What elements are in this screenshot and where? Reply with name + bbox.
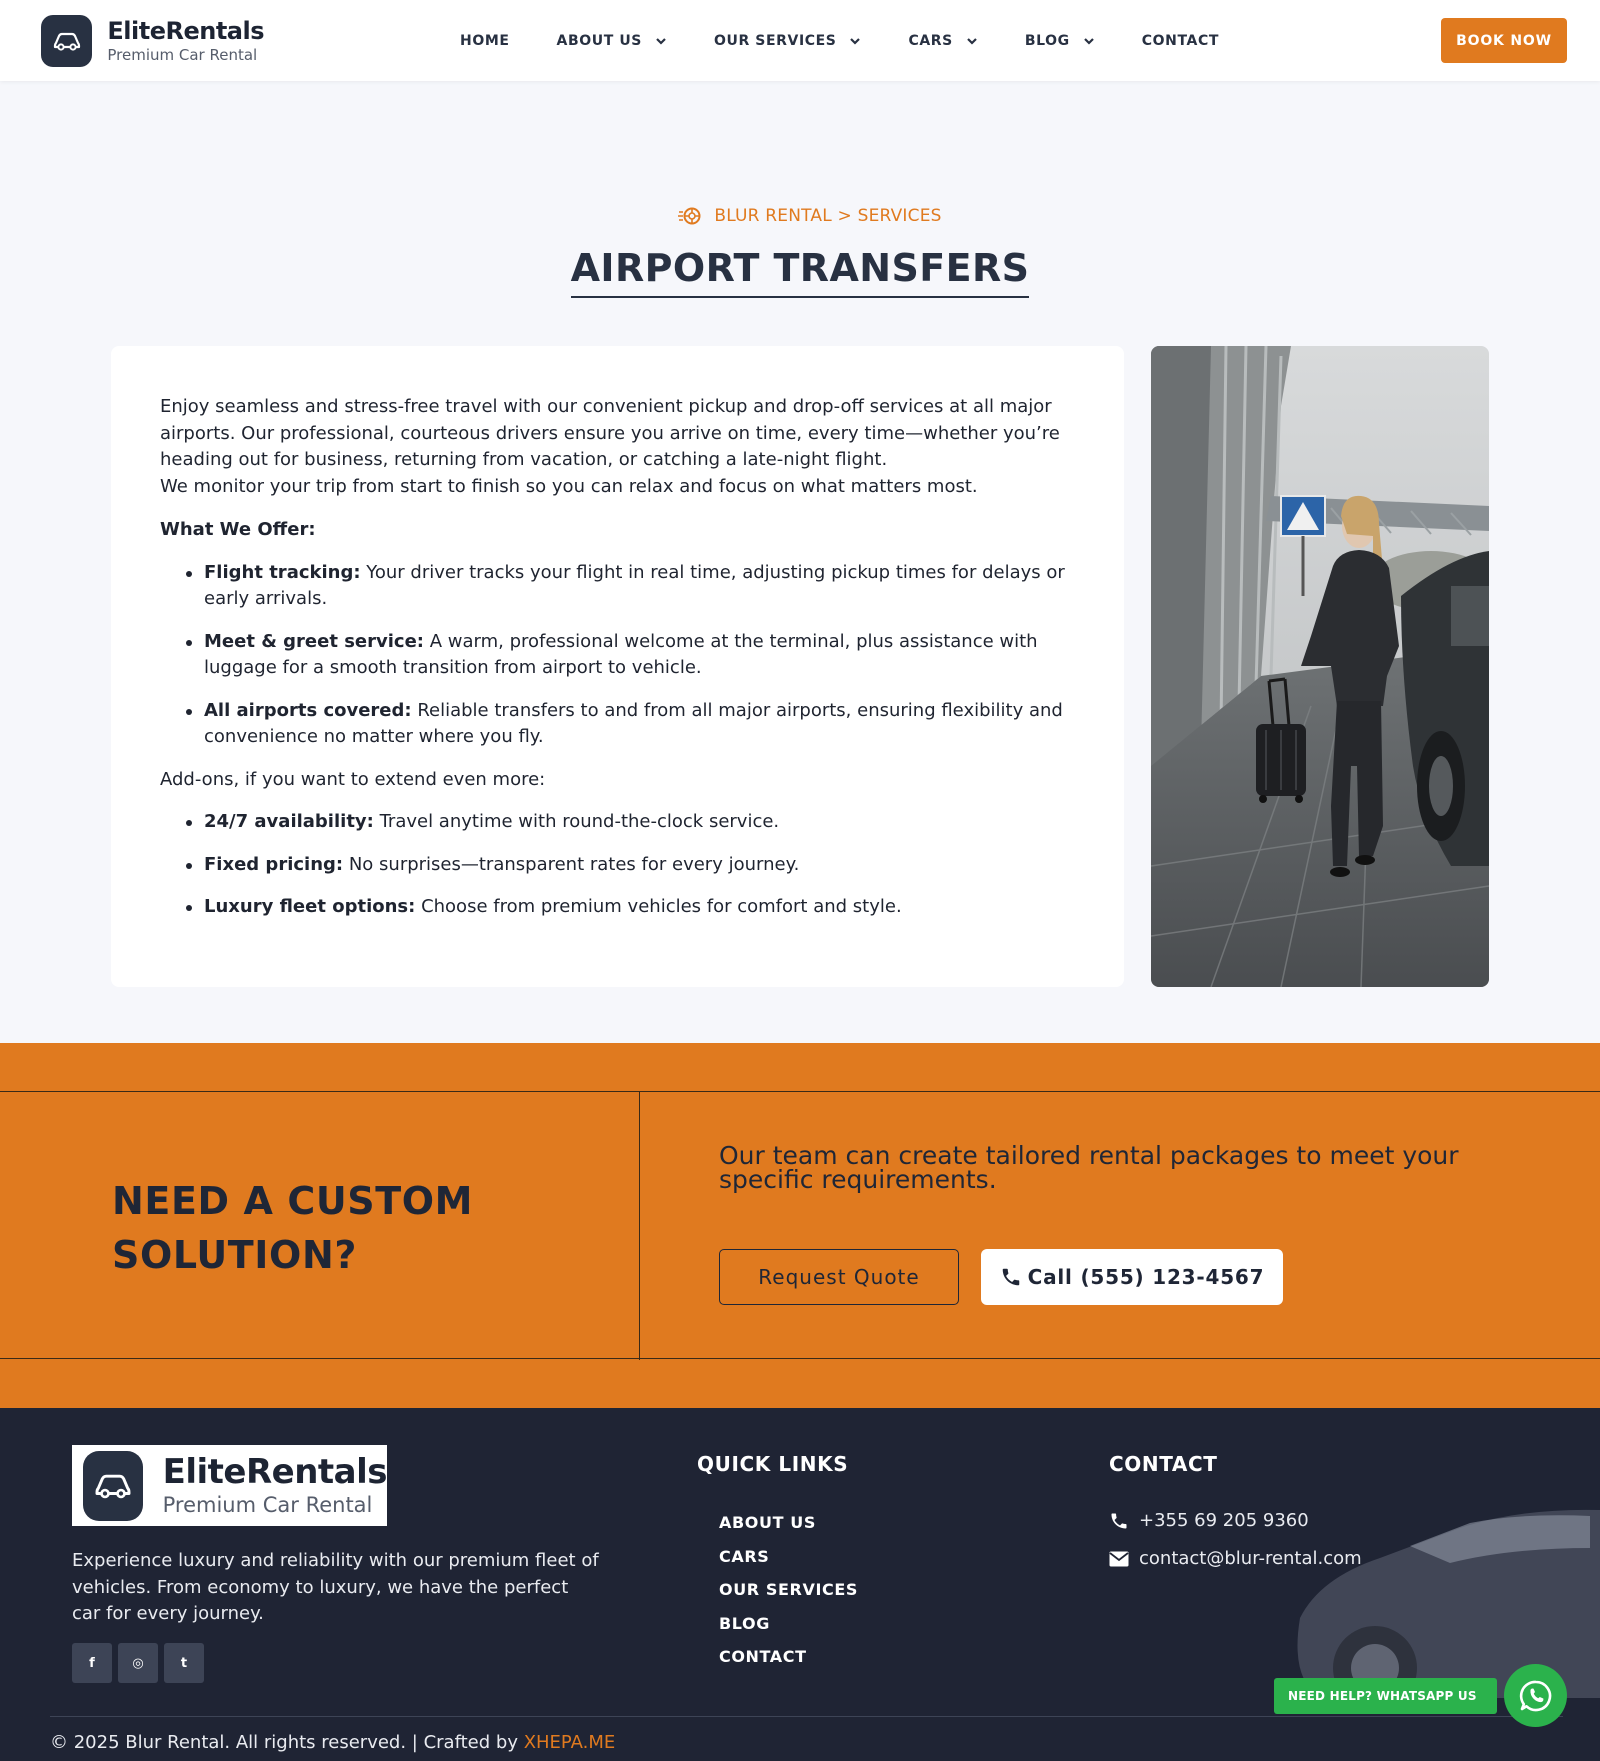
nav-contact-label: CONTACT	[1141, 32, 1219, 49]
chevron-down-icon	[966, 35, 978, 47]
nav-about-us-label: ABOUT US	[556, 32, 642, 49]
social-links	[72, 1643, 210, 1683]
nav-cars-label: CARS	[908, 32, 953, 49]
quick-links-heading: QUICK LINKS	[697, 1452, 849, 1476]
contact-heading: CONTACT	[1109, 1452, 1218, 1476]
copyright-text: © 2025 Blur Rental. All rights reserved. | Crafted by	[50, 1732, 524, 1753]
list-item-title: Flight tracking:	[204, 561, 361, 583]
site-footer	[0, 1408, 1600, 1761]
car-icon	[83, 1451, 143, 1521]
book-now-button[interactable]: BOOK NOW	[1441, 18, 1567, 63]
phone-icon	[1000, 1266, 1022, 1288]
intro-text-2: We monitor your trip from start to finish so you can relax and focus on what matters most.	[160, 475, 978, 497]
call-button[interactable]	[981, 1249, 1283, 1305]
page-title-wrap	[0, 244, 1600, 298]
airport-photo	[1151, 346, 1489, 987]
intro-text-1: Enjoy seamless and stress-free travel with our convenient pickup and drop-off services at all major airports. Our professional, courteous drivers ensure you arrive on time, every time—whether you’re heading out for business, returning from vacation, or catching a late-night flight.	[160, 396, 1060, 470]
page-title: AIRPORT TRANSFERS	[571, 244, 1030, 298]
footer-logo[interactable]	[72, 1445, 387, 1526]
intro-paragraph	[160, 394, 1076, 500]
whatsapp-icon	[1518, 1678, 1554, 1714]
request-quote-button[interactable]: Request Quote	[719, 1249, 959, 1305]
cta-text: Our team can create tailored rental packages to meet your specific requirements.	[719, 1141, 1459, 1194]
wheel-icon	[678, 207, 702, 225]
contact-phone-text: +355 69 205 9360	[1139, 1510, 1309, 1531]
airport-illustration	[1151, 346, 1489, 987]
list-item	[186, 809, 1076, 836]
contact-phone[interactable]	[1109, 1510, 1309, 1531]
footer-brand-name: EliteRentals	[162, 1451, 387, 1492]
brand-name: EliteRentals	[107, 17, 264, 45]
contact-email[interactable]	[1109, 1548, 1362, 1569]
main-nav	[460, 0, 1266, 81]
facebook-icon[interactable]: f	[72, 1643, 112, 1683]
list-item-title: All airports covered:	[204, 699, 412, 721]
cta-box	[0, 1091, 1600, 1359]
quick-link-contact[interactable]: CONTACT	[719, 1647, 807, 1666]
copyright	[50, 1732, 615, 1753]
list-item-text: Your driver tracks your flight in real time, adjusting pickup times for delays or early arrivals.	[204, 561, 1065, 609]
list-item-title: 24/7 availability:	[204, 811, 374, 832]
list-item-text: A warm, professional welcome at the terminal, plus assistance with luggage for a smooth transition from airport to vehicle.	[204, 630, 1038, 678]
footer-divider	[50, 1716, 1563, 1717]
nav-home[interactable]	[460, 33, 510, 49]
nav-contact[interactable]	[1142, 33, 1219, 49]
list-item	[186, 894, 1076, 921]
twitter-icon[interactable]: t	[164, 1643, 204, 1683]
whatsapp-label[interactable]: NEED HELP? WHATSAPP US	[1274, 1678, 1497, 1714]
quick-links-list	[719, 1513, 858, 1681]
cta-divider	[639, 1092, 640, 1360]
custom-solution-band	[0, 1043, 1600, 1408]
nav-blog-label: BLOG	[1024, 32, 1070, 49]
list-item	[186, 698, 1076, 751]
list-item-title: Luxury fleet options:	[204, 896, 416, 917]
list-item-text: Choose from premium vehicles for comfort and style.	[415, 896, 902, 917]
breadcrumb-text[interactable]: BLUR RENTAL > SERVICES	[714, 206, 942, 226]
quick-link-blog[interactable]: BLOG	[719, 1613, 770, 1633]
whatsapp-button[interactable]	[1504, 1664, 1567, 1727]
nav-home-label: HOME	[460, 32, 510, 49]
instagram-icon[interactable]: ◎	[118, 1643, 158, 1683]
brand-logo[interactable]	[34, 12, 264, 70]
chevron-down-icon	[655, 35, 667, 47]
chevron-down-icon	[849, 35, 861, 47]
addons-heading: Add-ons, if you want to extend even more:	[160, 768, 546, 790]
list-item-text: Reliable transfers to and from all major airports, ensuring flexibility and convenience no matter where you fly.	[204, 699, 1063, 747]
offer-heading: What We Offer:	[160, 519, 316, 540]
chevron-down-icon	[1083, 35, 1095, 47]
phone-icon	[1109, 1511, 1129, 1531]
addons-list	[186, 809, 1076, 921]
footer-brand-tagline: Premium Car Rental	[162, 1492, 373, 1517]
list-item	[186, 560, 1076, 613]
quick-link-about-us[interactable]: ABOUT US	[719, 1513, 816, 1532]
brand-tagline: Premium Car Rental	[107, 46, 258, 64]
envelope-icon	[1109, 1551, 1129, 1567]
quick-link-our-services[interactable]: OUR SERVICES	[719, 1580, 858, 1599]
list-item	[186, 852, 1076, 879]
breadcrumb	[0, 206, 1600, 226]
site-header	[0, 0, 1600, 81]
car-icon	[41, 15, 92, 67]
call-button-label: Call (555) 123-4567	[1027, 1265, 1265, 1289]
list-item-title: Fixed pricing:	[204, 853, 344, 875]
nav-cars[interactable]	[908, 33, 977, 49]
quick-link-cars[interactable]: CARS	[719, 1546, 770, 1566]
offer-list	[186, 560, 1076, 751]
list-item-text: No surprises—transparent rates for every journey.	[343, 853, 800, 875]
contact-email-text: contact@blur-rental.com	[1139, 1548, 1362, 1569]
nav-our-services-label: OUR SERVICES	[713, 32, 837, 49]
list-item-text: Travel anytime with round-the-clock service.	[373, 811, 780, 832]
cta-title: NEED A CUSTOM SOLUTION?	[112, 1179, 474, 1277]
credit-link[interactable]: XHEPA.ME	[523, 1732, 616, 1753]
nav-about-us[interactable]	[557, 33, 667, 49]
service-description-card	[111, 346, 1124, 987]
nav-blog[interactable]	[1025, 33, 1095, 49]
list-item-title: Meet & greet service:	[204, 630, 424, 652]
footer-about-text: Experience luxury and reliability with our premium fleet of vehicles. From economy to luxury, we have the perfect car for every journey.	[72, 1550, 599, 1624]
list-item	[186, 629, 1076, 682]
nav-our-services[interactable]	[714, 33, 862, 49]
